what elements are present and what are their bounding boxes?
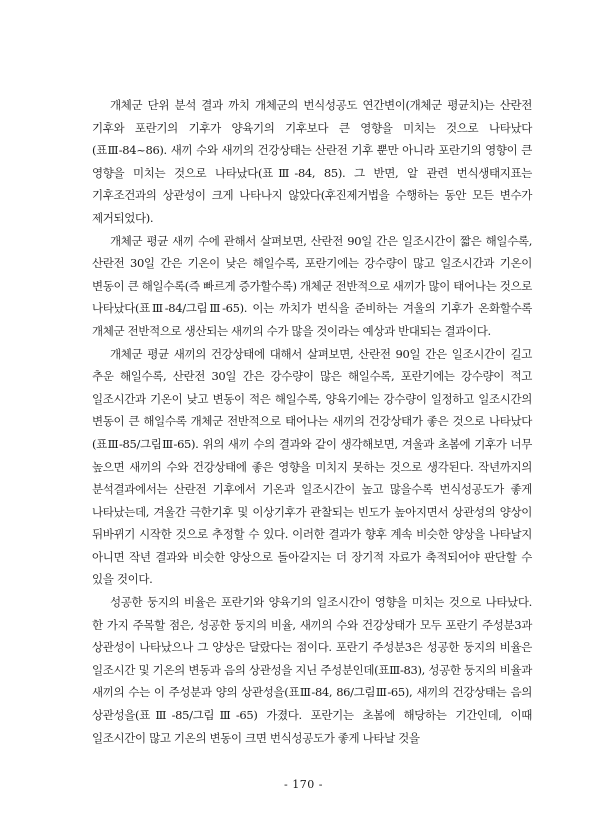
paragraph-2: 개체군 평균 새끼 수에 관해서 살펴보면, 산란전 90일 간은 일조시간이 짧은 해일수록, 산란전 30일 간은 기온이 낮은 해일수록, 포란기에는 강수량이 많고 일조시간과 기온이 변동이 큰 해일수록(즉 빠르게 증가할수록) 개체군 전반적으로 새끼가 많이 태어나는 것으로 나타났다(표Ⅲ-84/그림Ⅲ-65). 이는 까치가 번식을 준비하는 겨울의 기후가 온화할수록 개체군 전반적으로 생산되는 새끼의 수가 많을 것이라는 예상과 반대되는 결과이다. [92, 233, 532, 338]
body-text [92, 94, 532, 749]
paragraph-4: 성공한 둥지의 비율은 포란기와 양육기의 일조시간이 영향을 미치는 것으로 나타났다. 한 가지 주목할 점은, 성공한 둥지의 비율, 새끼의 수와 건강상태가 모두 포란기 주성분3과 상관성이 나타났으나 그 양상은 달랐다는 점이다. 포란기 주성분3은 성공한 둥지의 비율은 일조시간 및 기온의 변동과 음의 상관성을 지닌 주성분인데(표Ⅲ-83), 성공한 둥지의 비율과 새끼의 수는 이 주성분과 양의 상관성을(표Ⅲ-84, 86/그림Ⅲ-65), 새끼의 건강상태는 음의 상관성을(표Ⅲ-85/그림Ⅲ-65) 가졌다. 포란기는 초봄에 해당하는 기간인데, 이때 일조시간이 많고 기온의 변동이 크면 번식성공도가 좋게 나타날 것을 [92, 595, 532, 745]
paragraph-3: 개체군 평균 새끼의 건강상태에 대해서 살펴보면, 산란전 90일 간은 일조시간이 길고 추운 해일수록, 산란전 30일 간은 강수량이 많은 해일수록, 포란기에는 강수량이 적고 일조시간과 기온이 낮고 변동이 적은 해일수록, 양육기에는 강수량이 일정하고 일조시간의 변동이 큰 해일수록 개체군 전반적으로 태어나는 새끼의 건강상태가 좋은 것으로 나타났다(표Ⅲ-85/그림Ⅲ-65). 위의 새끼 수의 결과와 같이 생각해보면, 겨울과 초봄에 기후가 너무 높으면 새끼의 수와 건강상태에 좋은 영향을 미치지 못하는 것으로 생각된다. 작년까지의 분석결과에서는 산란전 기후에서 기온과 일조시간이 높고 많을수록 번식성공도가 좋게 나타났는데, 겨울간 극한기후 및 이상기후가 관찰되는 빈도가 높아지면서 상관성의 양상이 뒤바뀌기 시작한 것으로 추정할 수 있다. 이러한 결과가 향후 계속 비슷한 양상을 나타날지 아니면 작년 결과와 비슷한 양상으로 돌아갈지는 더 장기적 자료가 축적되어야 판단할 수 있을 것이다. [92, 346, 532, 587]
page-number: - 170 - [284, 778, 323, 791]
paragraph-1: 개체군 단위 분석 결과 까치 개체군의 번식성공도 연간변이(개체군 평균치)는 산란전 기후와 포란기의 기후가 양육기의 기후보다 큰 영향을 미치는 것으로 나타났다(표Ⅲ-84~86). 새끼 수와 새끼의 건강상태는 산란전 기후 뿐만 아니라 포란기의 영향이 큰 영향을 미치는 것으로 나타났다(표Ⅲ-84, 85). 그 반면, 알 관련 번식생태지표는 기후조건과의 상관성이 크게 나타나지 않았다(후진제거법을 수행하는 동안 모든 변수가 제거되었다). [92, 98, 532, 225]
